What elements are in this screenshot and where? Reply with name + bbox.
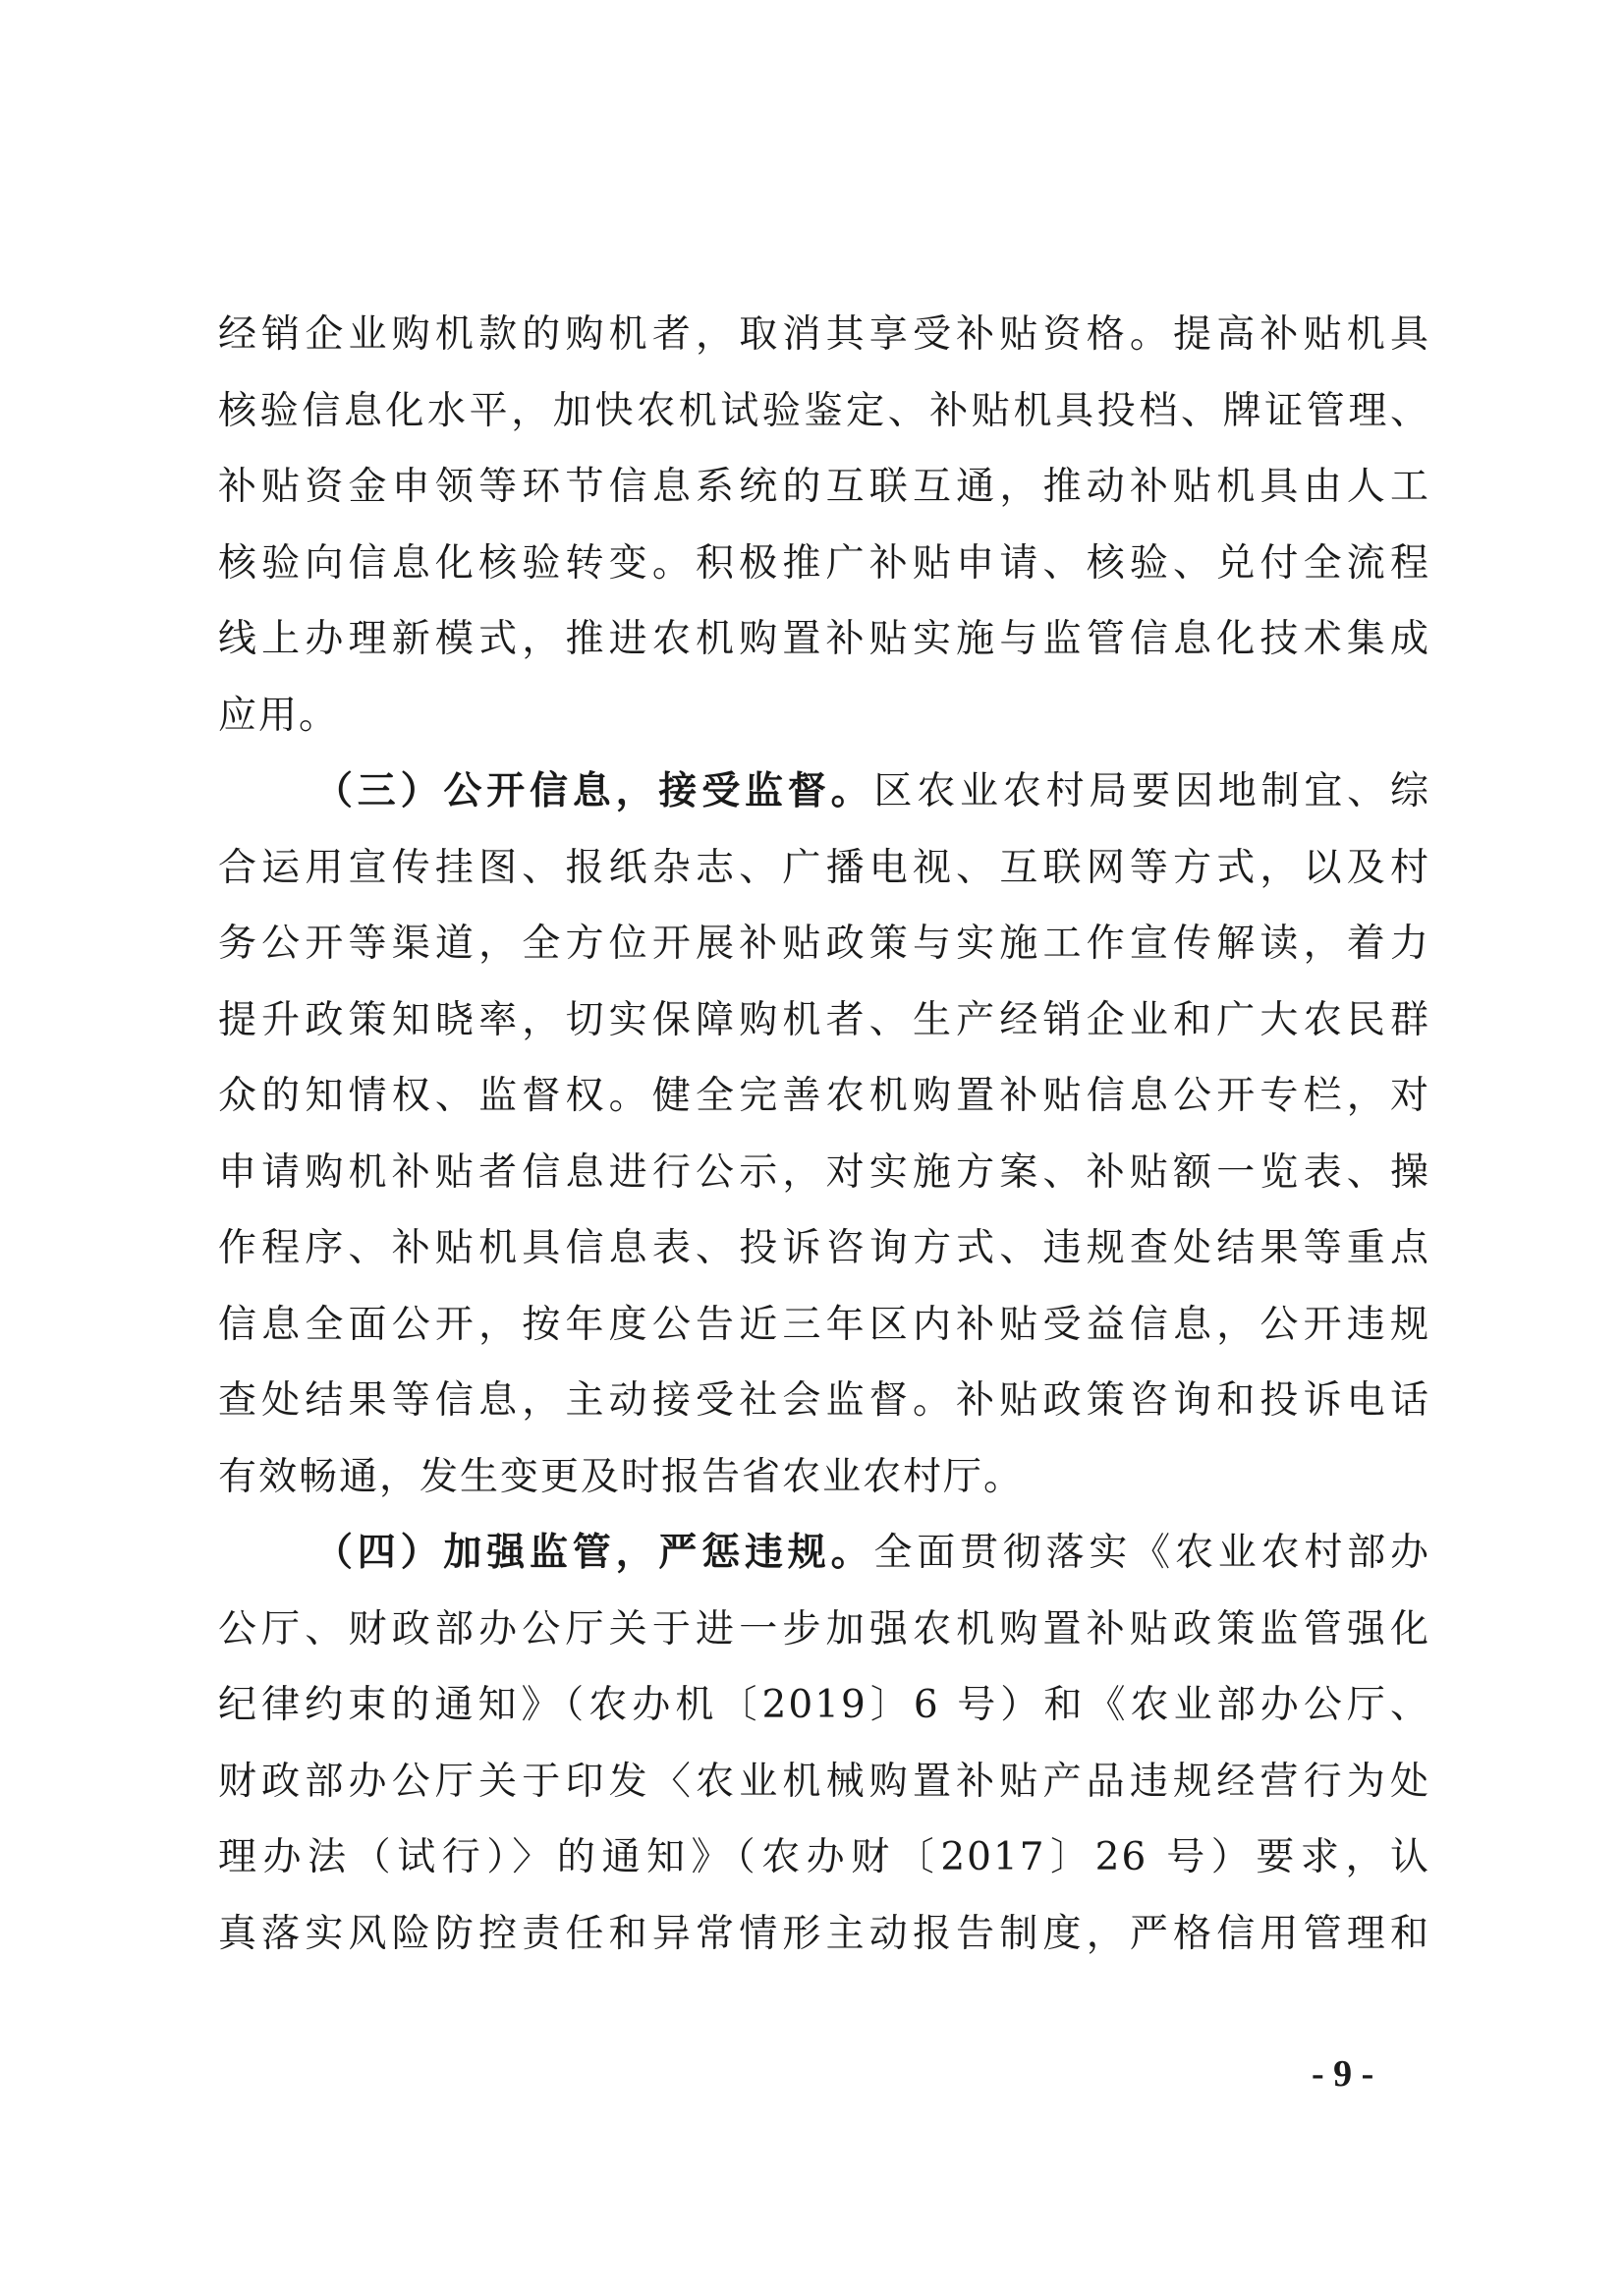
section-three-first-line-text: 区农业农村局要因地制宜、综 (873, 769, 1430, 813)
paragraph-line: 应用。 (218, 693, 340, 738)
paragraph-line: 务公开等渠道，全方位开展补贴政策与实施工作宣传解读，着力 (218, 922, 1430, 966)
paragraph-line: 理办法（试行）〉的通知》（农办财〔2017〕26 号）要求，认 (218, 1835, 1430, 1879)
paragraph-line: 纪律约束的通知》（农办机〔2019〕6 号）和《农业部办公厅、 (218, 1683, 1430, 1727)
section-four-first-line-text: 全面贯彻落实《农业农村部办 (873, 1531, 1430, 1575)
paragraph-line: 公厅、财政部办公厅关于进一步加强农机购置补贴政策监管强化 (218, 1606, 1430, 1652)
paragraph-line: 线上办理新模式，推进农机购置补贴实施与监管信息化技术集成 (218, 617, 1430, 661)
paragraph-line: 经销企业购机款的购机者，取消其享受补贴资格。提高补贴机具 (218, 312, 1430, 357)
paragraph-line: 查处结果等信息，主动接受社会监督。补贴政策咨询和投诉电话 (218, 1378, 1430, 1423)
section-three-heading: （三）公开信息，接受监督。 (314, 768, 874, 813)
page-number: - 9 - (1312, 2053, 1374, 2095)
paragraph-line: 众的知情权、监督权。健全完善农机购置补贴信息公开专栏，对 (218, 1074, 1430, 1118)
paragraph-line: 申请购机补贴者信息进行公示，对实施方案、补贴额一览表、操 (218, 1149, 1430, 1195)
section-three-first-line (218, 754, 1430, 830)
paragraph-line: 作程序、补贴机具信息表、投诉咨询方式、违规查处结果等重点 (218, 1226, 1430, 1270)
section-four-heading: （四）加强监管，严惩违规。 (314, 1530, 874, 1575)
paragraph-line: 合运用宣传挂图、报纸杂志、广播电视、互联网等方式，以及村 (218, 845, 1430, 890)
paragraph-line: 核验向信息化核验转变。积极推广补贴申请、核验、兑付全流程 (218, 540, 1430, 586)
section-four-first-line (218, 1515, 1430, 1592)
paragraph-line: 核验信息化水平，加快农机试验鉴定、补贴机具投档、牌证管理、 (218, 388, 1430, 433)
paragraph-line: 补贴资金申领等环节信息系统的互联互通，推动补贴机具由人工 (218, 465, 1430, 509)
paragraph-line: 提升政策知晓率，切实保障购机者、生产经销企业和广大农民群 (218, 997, 1430, 1042)
paragraph-line: 真落实风险防控责任和异常情形主动报告制度，严格信用管理和 (218, 1911, 1430, 1956)
paragraph-line: 信息全面公开，按年度公告近三年区内补贴受益信息，公开违规 (218, 1302, 1430, 1347)
paragraph-line: 财政部办公厅关于印发〈农业机械购置补贴产品违规经营行为处 (218, 1759, 1430, 1804)
document-body (218, 297, 1430, 1972)
paragraph-line: 有效畅通，发生变更及时报告省农业农村厅。 (218, 1454, 1025, 1499)
